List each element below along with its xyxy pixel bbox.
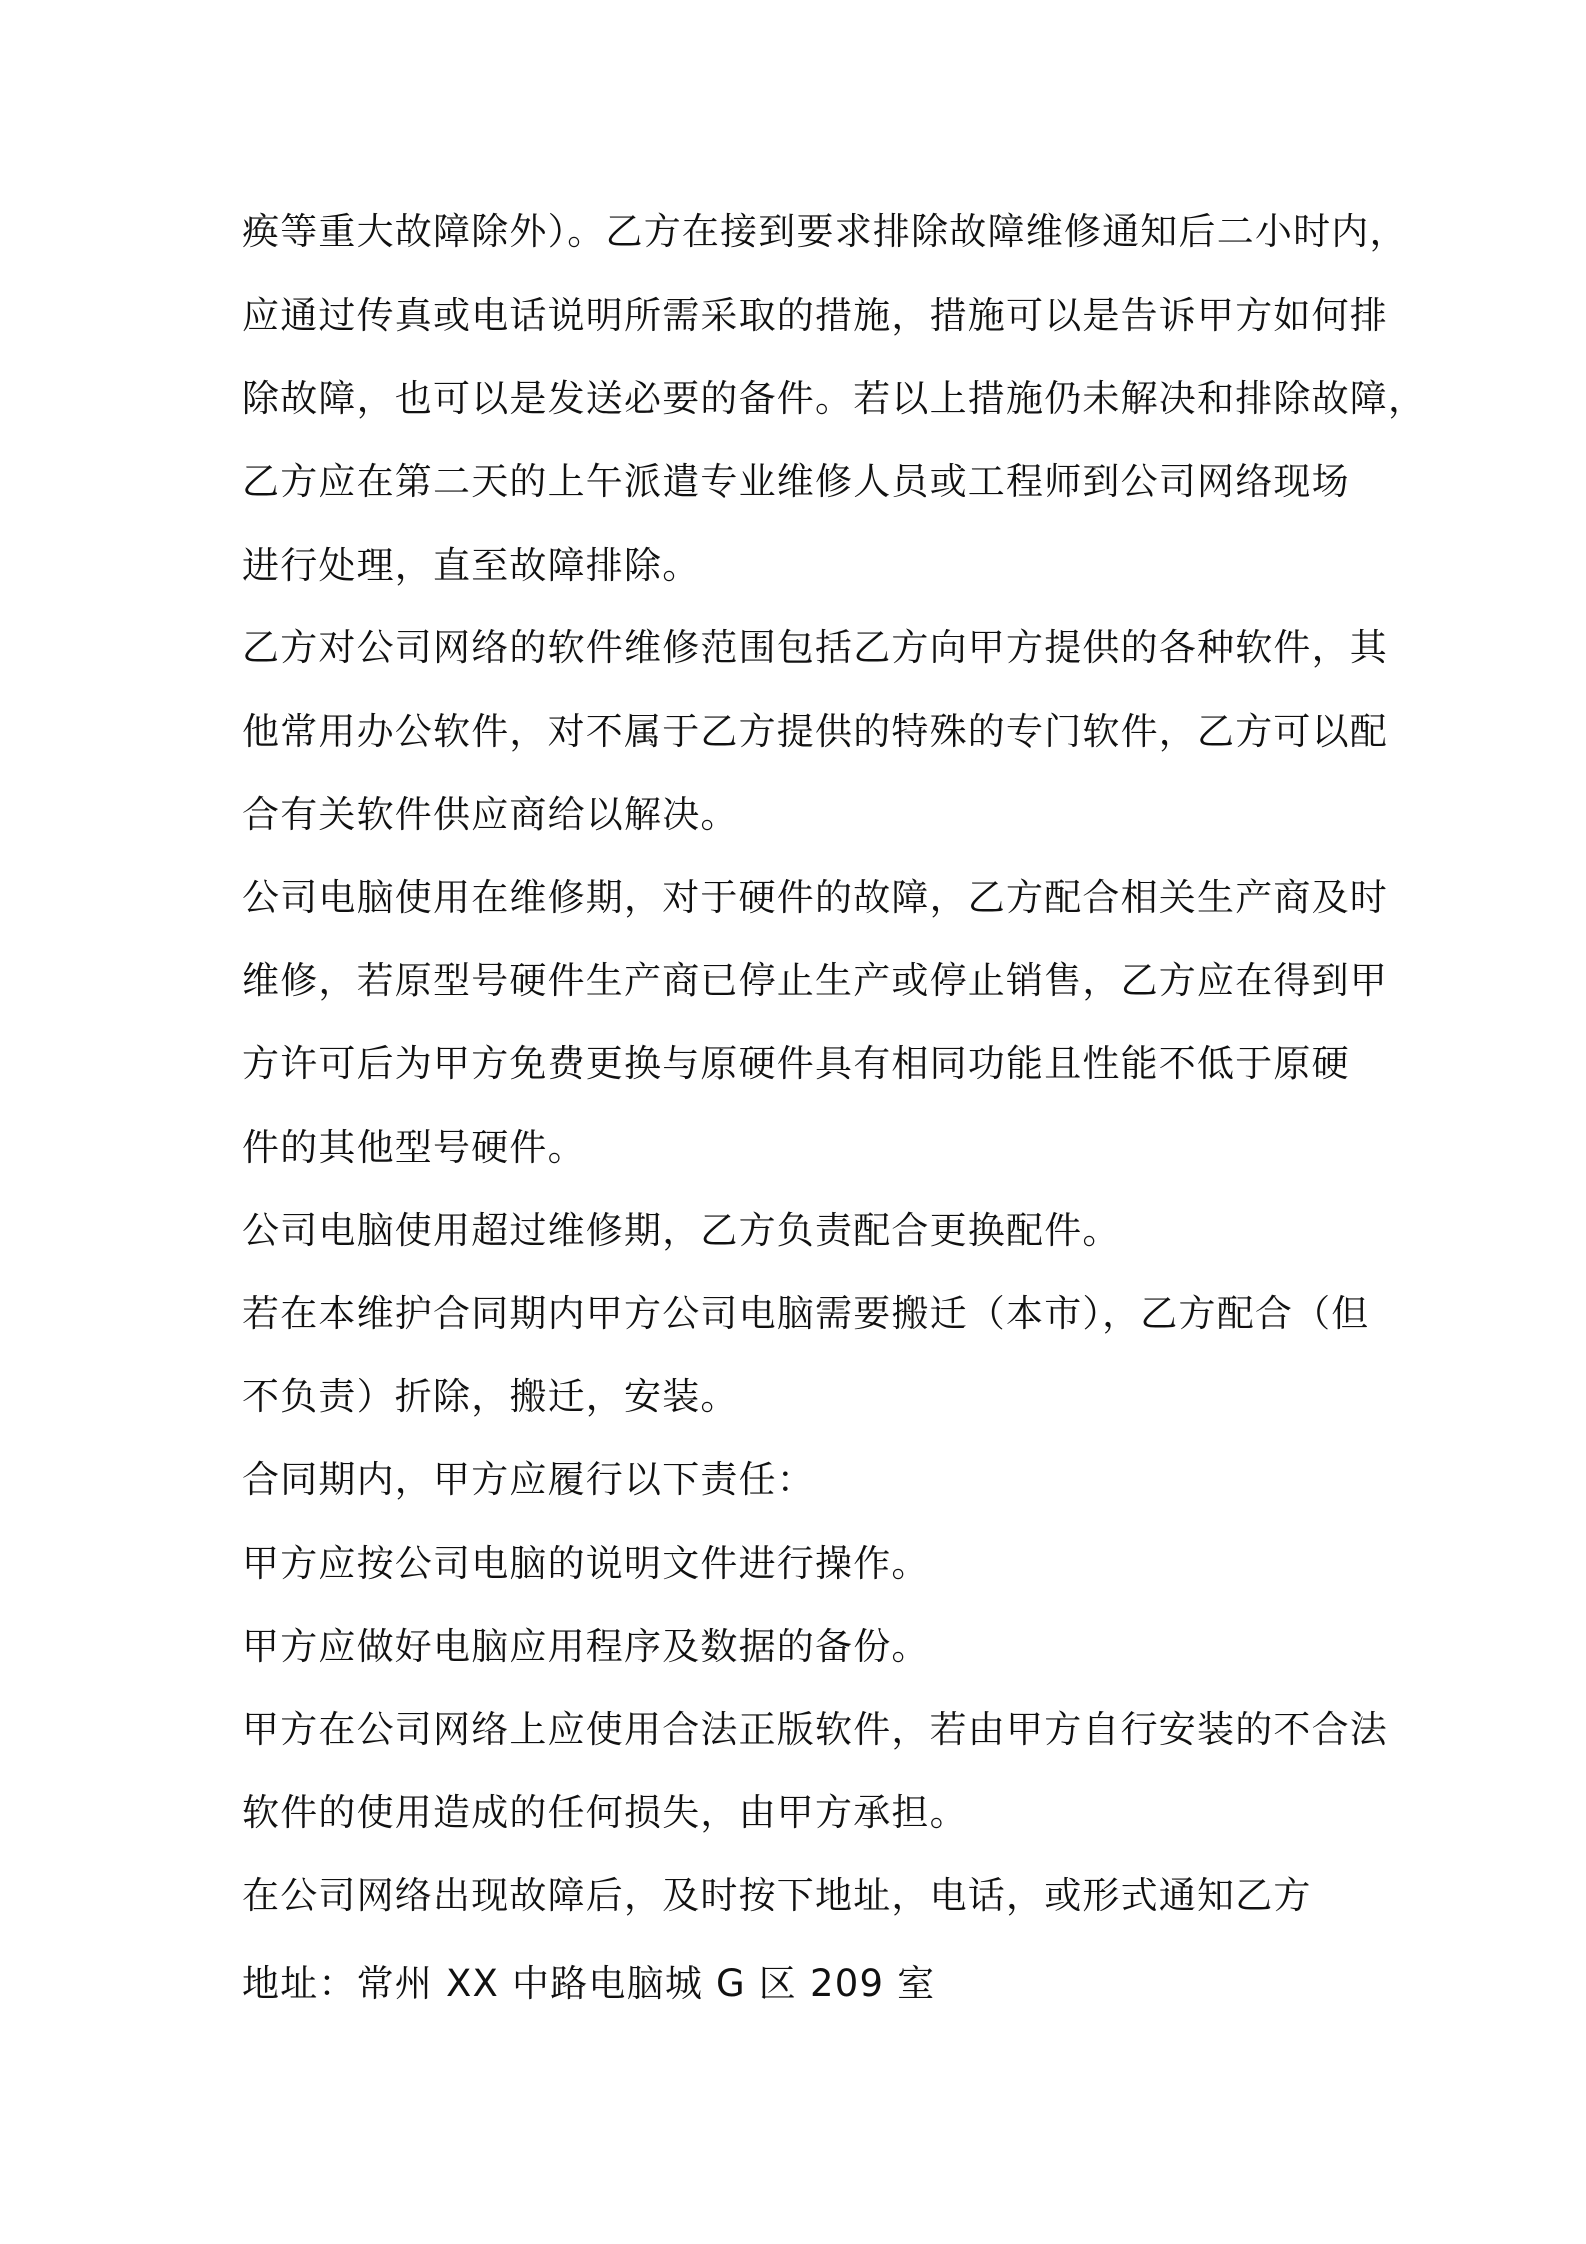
paragraph-line: 若在本维护合同期内甲方公司电脑需要搬迁（本市），乙方配合（但 [242, 1292, 1370, 1335]
paragraph-line: 乙方对公司网络的软件维修范围包括乙方向甲方提供的各种软件，其 [242, 626, 1388, 669]
paragraph-line: 乙方应在第二天的上午派遣专业维修人员或工程师到公司网络现场 [242, 460, 1350, 503]
paragraph-line: 件的其他型号硬件。 [242, 1126, 586, 1169]
paragraph-line: 甲方在公司网络上应使用合法正版软件，若由甲方自行安装的不合法 [242, 1708, 1388, 1751]
paragraph-line: 合同期内，甲方应履行以下责任： [242, 1458, 815, 1501]
paragraph-line: 软件的使用造成的任何损失，由甲方承担。 [242, 1791, 968, 1834]
paragraph-line: 甲方应按公司电脑的说明文件进行操作。 [242, 1542, 930, 1585]
address-line: 地址：常州 XX 中路电脑城 G 区 209 室 [242, 1962, 936, 2005]
paragraph-line: 甲方应做好电脑应用程序及数据的备份。 [242, 1625, 930, 1668]
paragraph-line: 合有关软件供应商给以解决。 [242, 793, 739, 836]
paragraph-line: 在公司网络出现故障后，及时按下地址，电话，或形式通知乙方 [242, 1874, 1312, 1917]
paragraph-line: 他常用办公软件，对不属于乙方提供的特殊的专门软件，乙方可以配 [242, 710, 1388, 753]
paragraph-line: 维修，若原型号硬件生产商已停止生产或停止销售，乙方应在得到甲 [242, 959, 1388, 1002]
paragraph-line: 应通过传真或电话说明所需采取的措施，措施可以是告诉甲方如何排 [242, 294, 1388, 337]
paragraph-line: 公司电脑使用超过维修期，乙方负责配合更换配件。 [242, 1209, 1121, 1252]
paragraph-line: 痪等重大故障除外）。乙方在接到要求排除故障维修通知后二小时内， [242, 210, 1408, 253]
paragraph-line: 除故障，也可以是发送必要的备件。若以上措施仍未解决和排除故障， [242, 377, 1427, 420]
paragraph-line: 公司电脑使用在维修期，对于硬件的故障，乙方配合相关生产商及时 [242, 876, 1388, 919]
paragraph-line: 方许可后为甲方免费更换与原硬件具有相同功能且性能不低于原硬 [242, 1042, 1350, 1085]
paragraph-line: 不负责）折除，搬迁，安装。 [242, 1375, 739, 1418]
paragraph-line: 进行处理，直至故障排除。 [242, 544, 701, 587]
